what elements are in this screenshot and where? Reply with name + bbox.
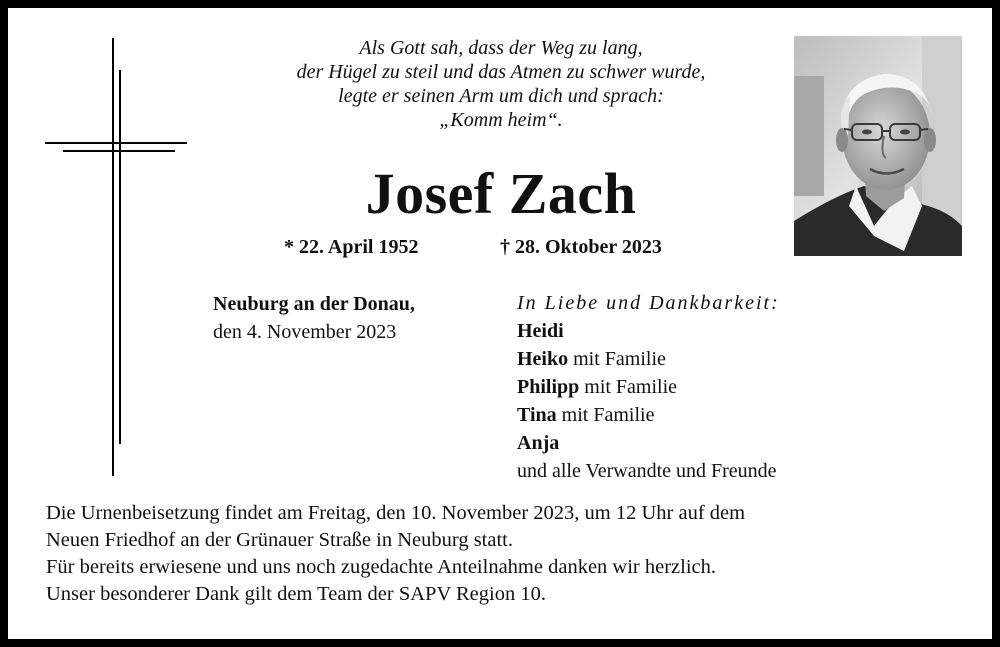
mourner-suffix: mit Familie bbox=[579, 376, 678, 398]
mourners-intro: In Liebe und Dankbarkeit: bbox=[517, 292, 780, 314]
notice-line: Unser besonderer Dank gilt dem Team der SAPV Region 10. bbox=[46, 583, 546, 605]
poem-line: Als Gott sah, dass der Weg zu lang, bbox=[359, 37, 643, 59]
mourner-entry bbox=[517, 345, 780, 373]
mourner-name: Heiko bbox=[517, 348, 569, 370]
mourner-entry bbox=[517, 401, 780, 429]
deceased-name: Josef Zach bbox=[365, 161, 637, 226]
notice-line: Neuen Friedhof an der Grünauer Straße in Neuburg statt. bbox=[46, 529, 513, 551]
mourner-name: Heidi bbox=[517, 320, 564, 342]
mourner-suffix: mit Familie bbox=[568, 348, 666, 370]
mourner-entry bbox=[517, 317, 780, 345]
mourner-name: Anja bbox=[517, 432, 560, 454]
portrait-photo bbox=[794, 36, 962, 256]
death-date: † 28. Oktober 2023 bbox=[500, 236, 662, 258]
poem-line: der Hügel zu steil und das Atmen zu schwer wurde, bbox=[296, 61, 706, 83]
mourners-list bbox=[517, 289, 780, 485]
mourners-closing: und alle Verwandte und Freunde bbox=[517, 460, 777, 482]
poem-line: „Komm heim“. bbox=[439, 109, 563, 131]
poem-line: legte er seinen Arm um dich und sprach: bbox=[338, 85, 664, 107]
funeral-notice bbox=[46, 500, 976, 608]
mourner-name: Philipp bbox=[517, 376, 580, 398]
place-city: Neuburg an der Donau, bbox=[213, 293, 415, 315]
place-and-date bbox=[213, 290, 415, 346]
poem bbox=[208, 36, 794, 132]
mourner-name: Tina bbox=[517, 404, 557, 426]
mourner-entry bbox=[517, 429, 780, 457]
place-date: den 4. November 2023 bbox=[213, 321, 397, 343]
birth-date: * 22. April 1952 bbox=[284, 236, 419, 258]
mourner-entry bbox=[517, 373, 780, 401]
notice-line: Für bereits erwiesene und uns noch zugedachte Anteilnahme danken wir herzlich. bbox=[46, 556, 717, 578]
obituary-card bbox=[8, 8, 992, 639]
notice-line: Die Urnenbeisetzung findet am Freitag, den 10. November 2023, um 12 Uhr auf dem bbox=[46, 502, 746, 524]
mourner-suffix: mit Familie bbox=[556, 404, 655, 426]
